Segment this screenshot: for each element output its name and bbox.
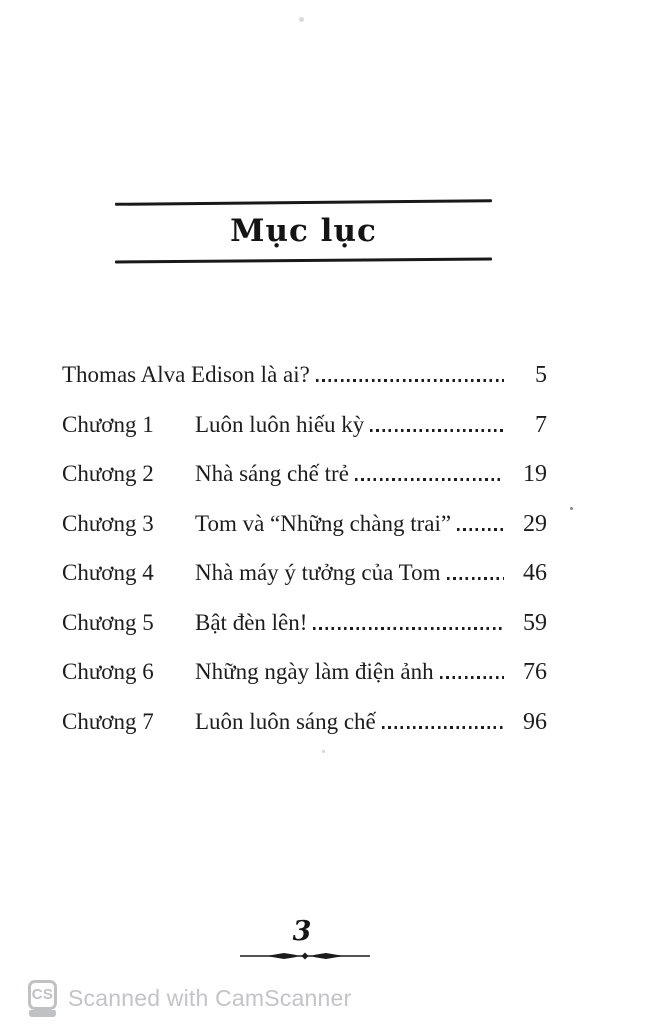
toc-entry-title: Nhà sáng chế trẻ — [195, 461, 349, 486]
toc-chapter-label: Chương 3 — [62, 510, 154, 536]
toc-page-number: 59 — [523, 609, 547, 636]
toc-entry-title: Tom và “Những chàng trai” — [195, 510, 452, 536]
toc-chapter-label: Chương 6 — [62, 659, 154, 684]
toc-chapter-label: Chương 7 — [62, 708, 154, 734]
title-rule-bottom — [115, 258, 492, 264]
toc-chapter-label: Chương 2 — [62, 461, 154, 486]
toc-page-number: 29 — [523, 510, 547, 537]
toc-entry-title: Luôn luôn hiếu kỳ — [195, 411, 365, 437]
dot-leader — [447, 577, 504, 580]
toc-entry — [62, 659, 547, 709]
dot-leader — [355, 478, 504, 481]
toc-entry — [62, 362, 547, 412]
toc-entry-title: Nhà máy ý tưởng của Tom — [195, 560, 441, 585]
toc-chapter-label: Chương 4 — [62, 560, 154, 585]
page-title: Mục lục — [230, 213, 377, 249]
title-rule-top — [115, 199, 492, 206]
toc-entry-title: Bật đèn lên! — [195, 609, 308, 635]
toc-page-number: 46 — [523, 560, 547, 586]
toc-page-number: 5 — [535, 362, 547, 388]
scan-speck — [570, 507, 573, 510]
camscanner-logo-bar — [29, 1010, 56, 1017]
dot-leader — [370, 429, 504, 432]
toc-page-number: 76 — [523, 659, 547, 685]
camscanner-label: Scanned with CamScanner — [68, 984, 352, 1011]
dot-leader — [313, 627, 504, 630]
dot-leader — [440, 676, 504, 679]
dot-leader — [457, 528, 504, 531]
toc-entry — [62, 461, 547, 511]
toc-chapter-label: Chương 5 — [62, 609, 154, 635]
dot-leader — [382, 726, 504, 729]
toc-entry-title: Những ngày làm điện ảnh — [195, 659, 434, 684]
folio-page-number: 3 — [292, 916, 312, 947]
toc-list — [62, 362, 547, 758]
camscanner-logo-text: CS — [28, 980, 57, 1010]
toc-entry-title: Thomas Alva Edison là ai? — [62, 362, 310, 387]
scan-speck — [299, 17, 304, 22]
toc-entry — [62, 412, 547, 462]
toc-page-number: 19 — [523, 461, 547, 487]
toc-chapter-label: Chương 1 — [62, 411, 154, 437]
toc-header — [115, 201, 492, 262]
divider-ornament-icon — [240, 948, 370, 962]
camscanner-watermark — [0, 972, 649, 1024]
camscanner-logo-icon — [28, 980, 57, 1017]
toc-entry — [62, 560, 547, 610]
toc-entry — [62, 511, 547, 561]
toc-entry — [62, 709, 547, 759]
page-footer — [240, 918, 370, 962]
dot-leader — [316, 379, 504, 382]
toc-entry-title: Luôn luôn sáng chế — [195, 708, 376, 734]
toc-page-number: 7 — [535, 411, 547, 438]
toc-page-number: 96 — [523, 708, 547, 735]
toc-entry — [62, 610, 547, 660]
